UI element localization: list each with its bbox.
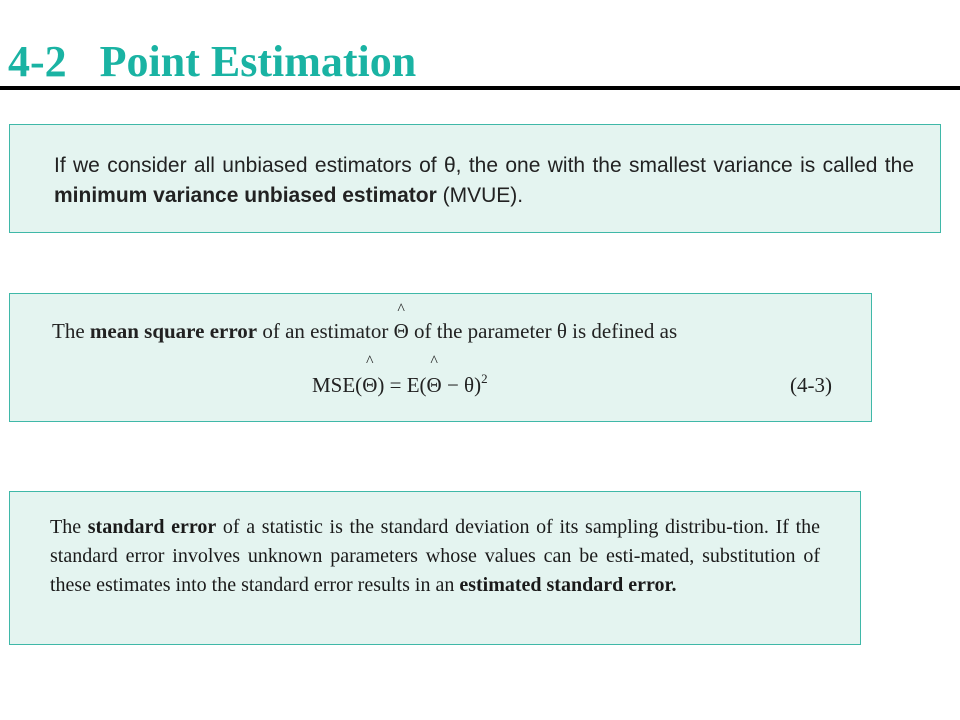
- estimator-theta-hat: ^ Θ: [394, 316, 409, 346]
- estimated-se-term: estimated standard error.: [459, 574, 677, 596]
- standard-error-definition-box: [9, 491, 861, 645]
- title-underline: [0, 86, 960, 90]
- se-text-before: The: [50, 516, 88, 538]
- mse-definition-text: [52, 316, 677, 346]
- mvue-term: minimum variance unbiased estimator: [54, 184, 437, 207]
- equation-number: (4-3): [790, 373, 832, 397]
- mse-text-after: of the parameter θ is defined as: [408, 319, 678, 343]
- mse-equation: [312, 368, 488, 402]
- eq-exponent: 2: [481, 371, 488, 386]
- standard-error-definition-text: [50, 513, 820, 600]
- se-term: standard error: [87, 516, 217, 538]
- eq-lhs-theta-hat: ^ Θ: [362, 368, 377, 402]
- eq-rhs-suffix: − θ): [441, 373, 482, 397]
- slide-title: 4-2 Point Estimation: [8, 37, 417, 86]
- mvue-definition-box: [9, 124, 941, 233]
- mvue-text-after: (MVUE).: [436, 184, 524, 207]
- se-text-middle: of a statistic is the standard deviation of its sampling distribu-tion. If the standard error involves unknown parameters whose values can be esti-mated, substitution of these estimates into the standard error results in an: [50, 516, 820, 596]
- mvue-text-before: If we consider all unbiased estimators of θ, the one with the smallest variance is called the: [54, 154, 914, 177]
- mse-term: mean square error: [89, 319, 258, 343]
- eq-lhs-prefix: MSE(: [312, 373, 363, 397]
- mse-equation-row: [312, 368, 832, 402]
- eq-lhs-suffix: ) = E(: [377, 373, 427, 397]
- mvue-definition-text: [54, 151, 914, 211]
- mse-text-before: The: [52, 319, 90, 343]
- mse-text-middle: of an estimator: [257, 319, 394, 343]
- eq-rhs-theta-hat: ^ Θ: [427, 368, 442, 402]
- mse-definition-box: [9, 293, 872, 422]
